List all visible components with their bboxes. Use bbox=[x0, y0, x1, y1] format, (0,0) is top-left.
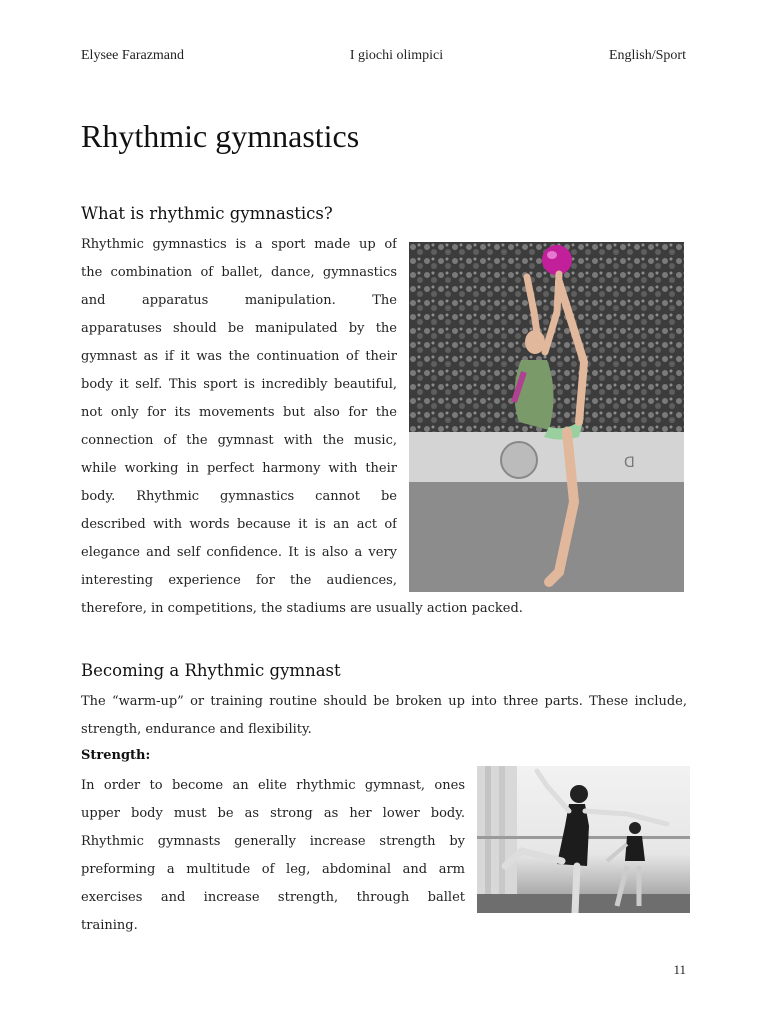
gymnast-with-ball-photo bbox=[409, 242, 684, 592]
section1-line: body. Rhythmic gymnastics cannot be bbox=[81, 489, 397, 504]
section1-line: body it self. This sport is incredibly beautiful, bbox=[81, 377, 397, 392]
section2-intro: The “warm-up” or training routine should be broken up into three parts. These include, strength, endurance and flexibility. bbox=[81, 694, 687, 737]
ballet-training-photo bbox=[477, 766, 690, 913]
header-author: Elysee Farazmand bbox=[81, 48, 185, 63]
strength-last-line: training. bbox=[81, 918, 138, 933]
strength-line: upper body must be as strong as her lower body. bbox=[81, 806, 465, 821]
section1-line: and apparatus manipulation. The bbox=[81, 293, 397, 308]
section1-line: gymnast as if it was the continuation of their bbox=[81, 349, 397, 364]
header-course: I giochi olimpici bbox=[349, 48, 444, 63]
section-heading-becoming: Becoming a Rhythmic gymnast bbox=[81, 661, 341, 680]
strength-line: exercises and increase strength, through ballet bbox=[81, 890, 465, 905]
section1-paragraph bbox=[81, 231, 397, 595]
header-subject: English/Sport bbox=[608, 48, 686, 63]
strength-line: In order to become an elite rhythmic gymnast, ones bbox=[81, 778, 465, 793]
page-title: Rhythmic gymnastics bbox=[81, 118, 360, 154]
section1-line: described with words because it is an act of bbox=[81, 517, 397, 532]
section1-line: while working in perfect harmony with their bbox=[81, 461, 397, 476]
section1-line: connection of the gymnast with the music, bbox=[81, 433, 397, 448]
strength-line: Rhythmic gymnasts generally increase strength by bbox=[81, 834, 465, 849]
section1-line: apparatuses should be manipulated by the bbox=[81, 321, 397, 336]
page-header bbox=[81, 48, 686, 64]
svg-text:ᗡ: ᗡ bbox=[624, 455, 635, 471]
strength-paragraph bbox=[81, 772, 465, 912]
section1-line: interesting experience for the audiences, bbox=[81, 573, 397, 588]
section1-line: elegance and self confidence. It is also a very bbox=[81, 545, 397, 560]
section-heading-what-is: What is rhythmic gymnastics? bbox=[81, 204, 333, 223]
section1-line: Rhythmic gymnastics is a sport made up of bbox=[81, 237, 397, 252]
section1-line: not only for its movements but also for the bbox=[81, 405, 397, 420]
section1-line: the combination of ballet, dance, gymnastics bbox=[81, 265, 397, 280]
page-number: 11 bbox=[673, 962, 686, 977]
section1-last-line: therefore, in competitions, the stadiums are usually action packed. bbox=[81, 601, 523, 616]
strength-label: Strength: bbox=[81, 748, 151, 763]
strength-line: preforming a multitude of leg, abdominal and arm bbox=[81, 862, 465, 877]
